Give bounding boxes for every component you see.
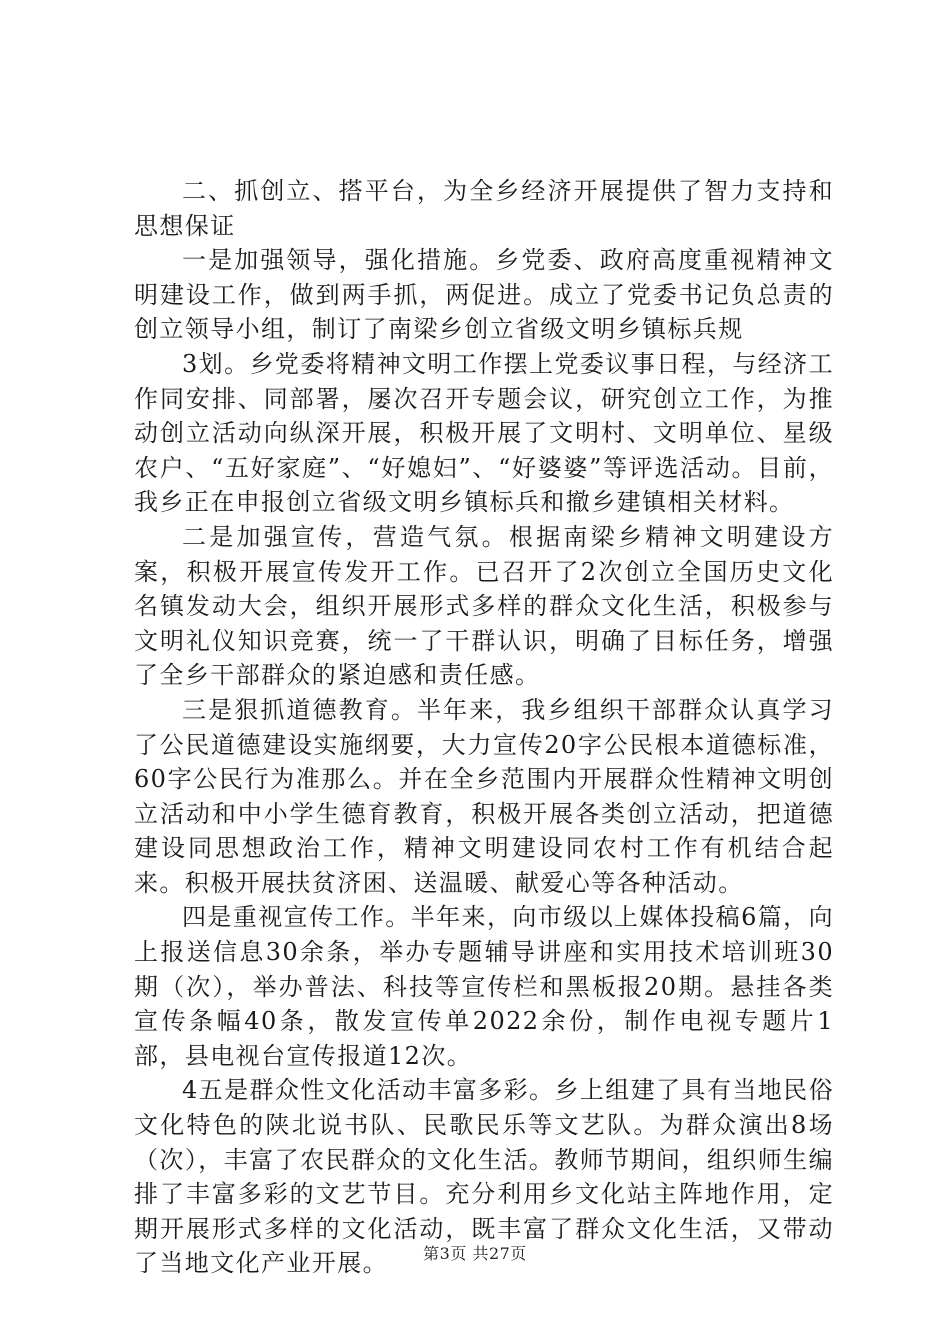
paragraph-moral-education: 三是狠抓道德教育。半年来，我乡组织干部群众认真学习了公民道德建设实施纲要，大力宣传20字公民根本道德标准，60字公民行为准那么。并在全乡范围内开展群众性精神文明创立活动和中小学生德育教育，积极开展各类创立活动，把道德建设同思想政治工作，精神文明建设同农村工作有机结合起来。积极开展扶贫济困、送温暖、献爱心等各种活动。: [134, 695, 834, 897]
paragraph-propaganda-work: 四是重视宣传工作。半年来，向市级以上媒体投稿6篇，向上报送信息30余条，举办专题辅导讲座和实用技术培训班30期（次），举办普法、科技等宣传栏和黑板报20期。悬挂各类宣传条幅40条，散发宣传单2022余份，制作电视专题片1部，县电视台宣传报道12次。: [134, 903, 834, 1070]
page-number-footer: 第3页 共27页: [423, 1244, 527, 1263]
paragraph-leadership: 一是加强领导，强化措施。乡党委、政府高度重视精神文明建设工作，做到两手抓，两促进。成立了党委书记负总责的创立领导小组，制订了南梁乡创立省级文明乡镇标兵规: [134, 246, 834, 344]
document-body: [134, 174, 834, 1281]
paragraph-publicity: 二是加强宣传，营造气氛。根据南梁乡精神文明建设方案，积极开展宣传发开工作。已召开了2次创立全国历史文化名镇发动大会，组织开展形式多样的群众文化生活，积极参与文明礼仪知识竞赛，统一了干群认识，明确了目标任务，增强了全乡干部群众的紧迫感和责任感。: [134, 522, 834, 690]
paragraph-planning: 3划。乡党委将精神文明工作摆上党委议事日程，与经济工作同安排、同部署，屡次召开专题会议，研究创立工作，为推动创立活动向纵深开展，积极开展了文明村、文明单位、星级农户、“五好家庭”、“好媳妇”、“好婆婆”等评选活动。目前，我乡正在申报创立省级文明乡镇标兵和撤乡建镇相关材料。: [134, 349, 834, 517]
section-heading: 二、抓创立、搭平台，为全乡经济开展提供了智力支持和思想保证: [134, 177, 834, 240]
paragraph-cultural-activities: 4五是群众性文化活动丰富多彩。乡上组建了具有当地民俗文化特色的陕北说书队、民歌民乐等文艺队。为群众演出8场（次），丰富了农民群众的文化生活。教师节期间，组织师生编排了丰富多彩的文艺节目。充分利用乡文化站主阵地作用，定期开展形式多样的文化活动，既丰富了群众文化生活，又带动了当地文化产业开展。: [134, 1076, 834, 1278]
